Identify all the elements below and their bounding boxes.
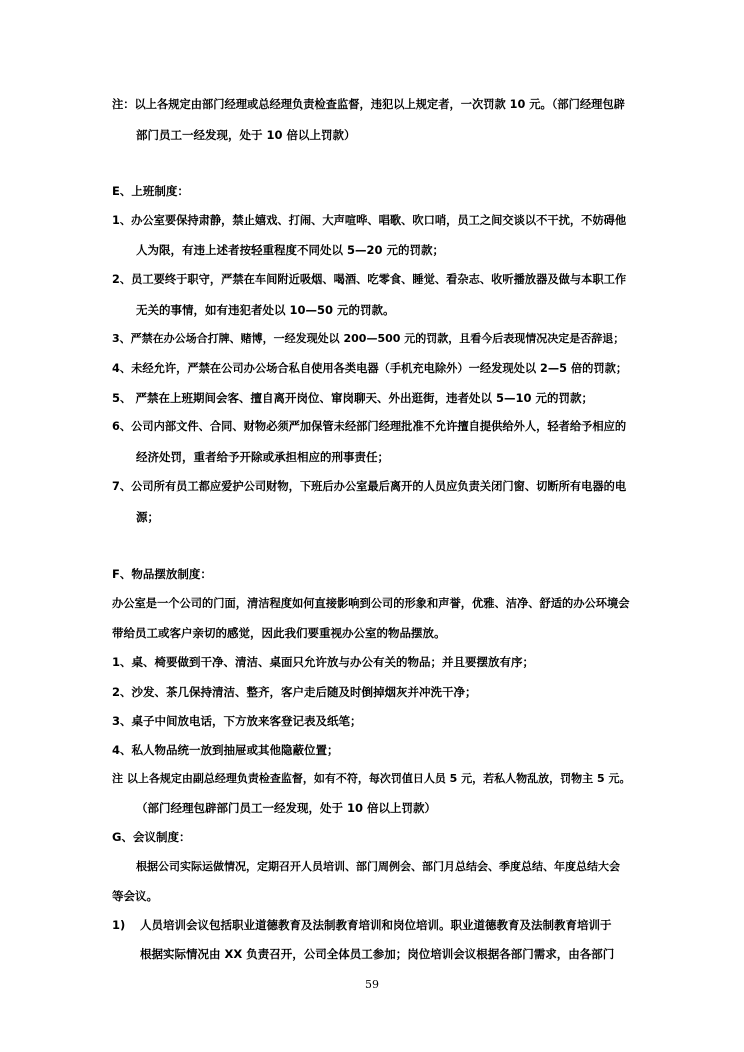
section-f-intro-line2: 带给员工或客户亲切的感觉，因此我们要重视办公室的物品摆放。 (112, 626, 446, 640)
section-e-heading: E、上班制度： (112, 184, 189, 198)
section-g-heading: G、会议制度： (112, 830, 191, 844)
section-f-item-2: 2、沙发、茶几保持清洁、整齐，客户走后随及时倒掉烟灰并冲洗干净； (112, 685, 477, 699)
page-number: 59 (365, 978, 379, 991)
note-top-line2: 部门员工一经发现，处于 10 倍以上罚款） (136, 128, 356, 142)
section-e-item-2-line1: 2、员工要终于职守，严禁在车间附近吸烟、喝酒、吃零食、睡觉、看杂志、收听播放器及做与本职工作 (112, 273, 627, 286)
section-e-item-3: 3、严禁在办公场合打牌、赌博，一经发现处以 200—500 元的罚款，且看今后表现情况决定是否辞退； (112, 332, 625, 345)
section-g-intro-line2: 等会议。 (112, 889, 158, 903)
section-f-item-3: 3、桌子中间放电话，下方放来客登记表及纸笔； (112, 714, 362, 728)
section-f-heading: F、物品摆放制度： (112, 567, 212, 581)
section-e-item-1-line1: 1、办公室要保持肃静，禁止嬉戏、打闹、大声喧哗、唱歌、吹口哨，员工之间交谈以不干扰，不妨碍他 (112, 214, 627, 227)
note-top-line1: 注：以上各规定由部门经理或总经理负责检查监督，违犯以上规定者，一次罚款 10 元。（部门经理包辟 (112, 98, 625, 111)
section-f-item-4: 4、私人物品统一放到抽屉或其他隐蔽位置； (112, 743, 339, 757)
section-e-item-2-line2: 无关的事情，如有违犯者处以 10—50 元的罚款。 (136, 303, 395, 317)
section-f-item-1: 1、桌、椅要做到干净、清洁、桌面只允许放与办公有关的物品；并且要摆放有序； (112, 655, 534, 669)
section-e-item-6-line2: 经济处罚，重者给予开除或承担相应的刑事责任； (136, 450, 389, 464)
section-f-note-line2: （部门经理包辟部门员工一经发现，处于 10 倍以上罚款） (136, 801, 437, 815)
section-e-item-1-line2: 人为限，有违上述者按轻重程度不同处以 5—20 元的罚款； (136, 243, 445, 257)
section-f-intro-line1: 办公室是一个公司的门面，清洁程度如何直接影响到公司的形象和声誉，优雅、洁净、舒适的办公环境会 (112, 597, 630, 610)
section-g-item-1-line1: 人员培训会议包括职业道德教育及法制教育培训和岗位培训。职业道德教育及法制教育培训于 (140, 918, 612, 932)
section-e-item-6-line1: 6、公司内部文件、合同、财物必须严加保管未经部门经理批准不允许擅自提供给外人，轻者给予相应的 (112, 420, 627, 433)
section-e-item-7-line2: 源； (136, 510, 159, 524)
section-f-note-line1: 注 以上各规定由副总经理负责检查监督，如有不符，每次罚值日人员 5 元，若私人物乱放，罚物主 5 元。 (112, 772, 631, 785)
section-e-item-5: 5、 严禁在上班期间会客、擅自离开岗位、窜岗聊天、外出逛街，违者处以 5—10 元的罚款； (112, 391, 594, 405)
section-g-item-1-number: 1) (112, 918, 126, 932)
section-e-item-4: 4、未经允许，严禁在公司办公场合私自使用各类电器（手机充电除外）一经发现处以 2—5 倍的罚款； (112, 362, 628, 375)
section-g-item-1-line2: 根据实际情况由 XX 负责召开，公司全体员工参加；岗位培训会议根据各部门需求，由各部门 (140, 947, 615, 961)
section-g-intro-line1: 根据公司实际运做情况，定期召开人员培训、部门周例会、部门月总结会、季度总结、年度总结大会 (136, 860, 620, 873)
section-e-item-7-line1: 7、公司所有员工都应爱护公司财物，下班后办公室最后离开的人员应负责关闭门窗、切断所有电器的电 (112, 480, 627, 493)
